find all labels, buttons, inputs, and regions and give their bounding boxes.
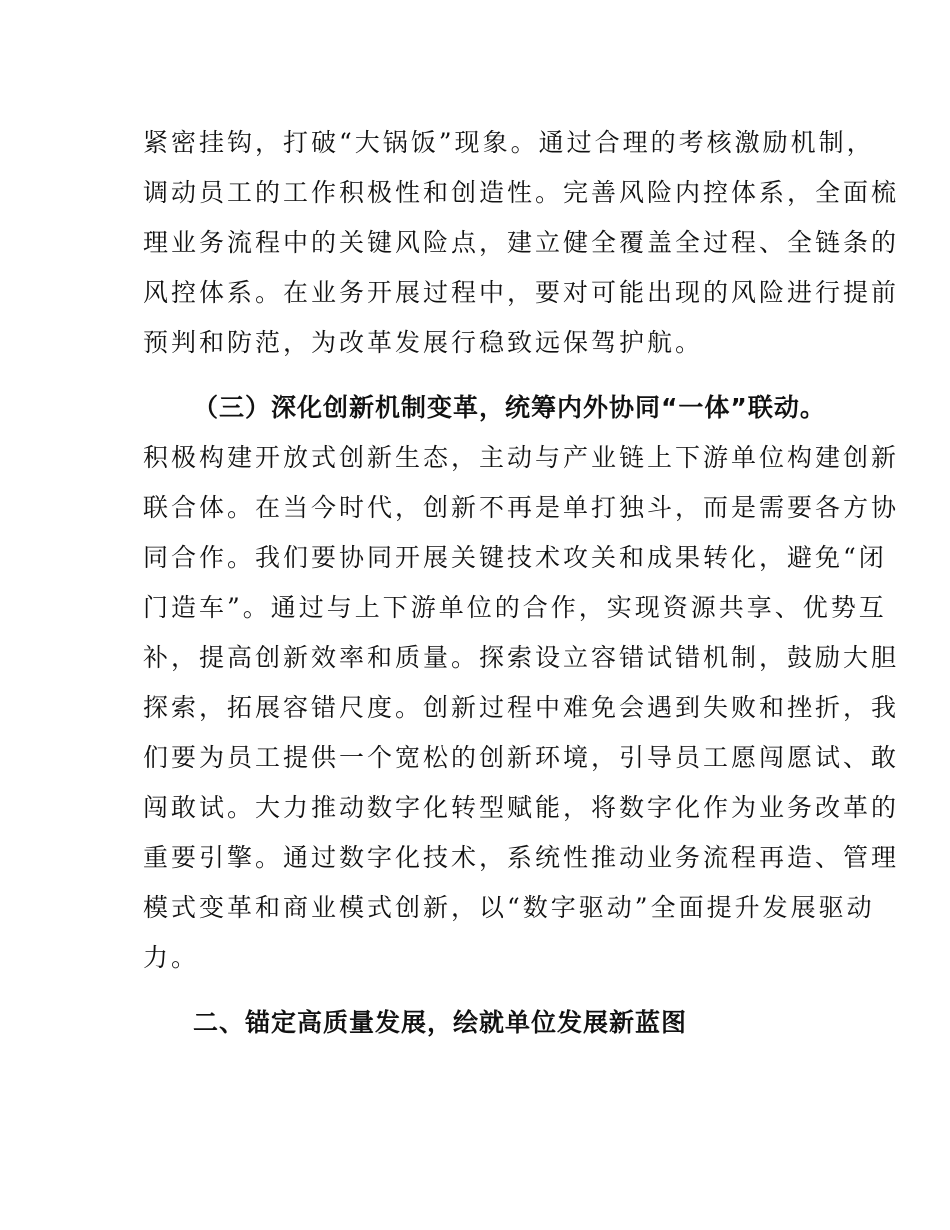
section-heading: （三）深化创新机制变革，统筹内外协同“一体”联动。 bbox=[193, 393, 826, 422]
paragraph-line: 门造车”。通过与上下游单位的合作，实现资源共享、优势互 bbox=[143, 593, 887, 622]
paragraph-line: 闯敢试。大力推动数字化转型赋能，将数字化作为业务改革的 bbox=[143, 793, 900, 822]
paragraph-line: 预判和防范，为改革发展行稳致远保驾护航。 bbox=[143, 328, 704, 357]
chapter-heading: 二、锚定高质量发展，绘就单位发展新蓝图 bbox=[193, 1008, 688, 1037]
paragraph-line: 们要为员工提供一个宽松的创新环境，引导员工愿闯愿试、敢 bbox=[143, 743, 900, 772]
paragraph-line: 重要引擎。通过数字化技术，系统性推动业务流程再造、管理 bbox=[143, 843, 900, 872]
paragraph-line: 风控体系。在业务开展过程中，要对可能出现的风险进行提前 bbox=[143, 278, 900, 307]
paragraph-line: 紧密挂钩，打破“大锅饭”现象。通过合理的考核激励机制， bbox=[143, 128, 875, 157]
paragraph-line: 模式变革和商业模式创新，以“数字驱动”全面提升发展驱动 bbox=[143, 893, 875, 922]
paragraph-line: 联合体。在当今时代，创新不再是单打独斗，而是需要各方协 bbox=[143, 493, 900, 522]
paragraph-line: 积极构建开放式创新生态，主动与产业链上下游单位构建创新 bbox=[143, 443, 900, 472]
paragraph-line: 调动员工的工作积极性和创造性。完善风险内控体系，全面梳 bbox=[143, 178, 900, 207]
paragraph-line: 补，提高创新效率和质量。探索设立容错试错机制，鼓励大胆 bbox=[143, 643, 900, 672]
paragraph-line: 力。 bbox=[143, 943, 200, 972]
paragraph-line: 同合作。我们要协同开展关键技术攻关和成果转化，避免“闭 bbox=[143, 543, 887, 572]
paragraph-line: 理业务流程中的关键风险点，建立健全覆盖全过程、全链条的 bbox=[143, 228, 900, 257]
paragraph-line: 探索，拓展容错尺度。创新过程中难免会遇到失败和挫折，我 bbox=[143, 693, 900, 722]
